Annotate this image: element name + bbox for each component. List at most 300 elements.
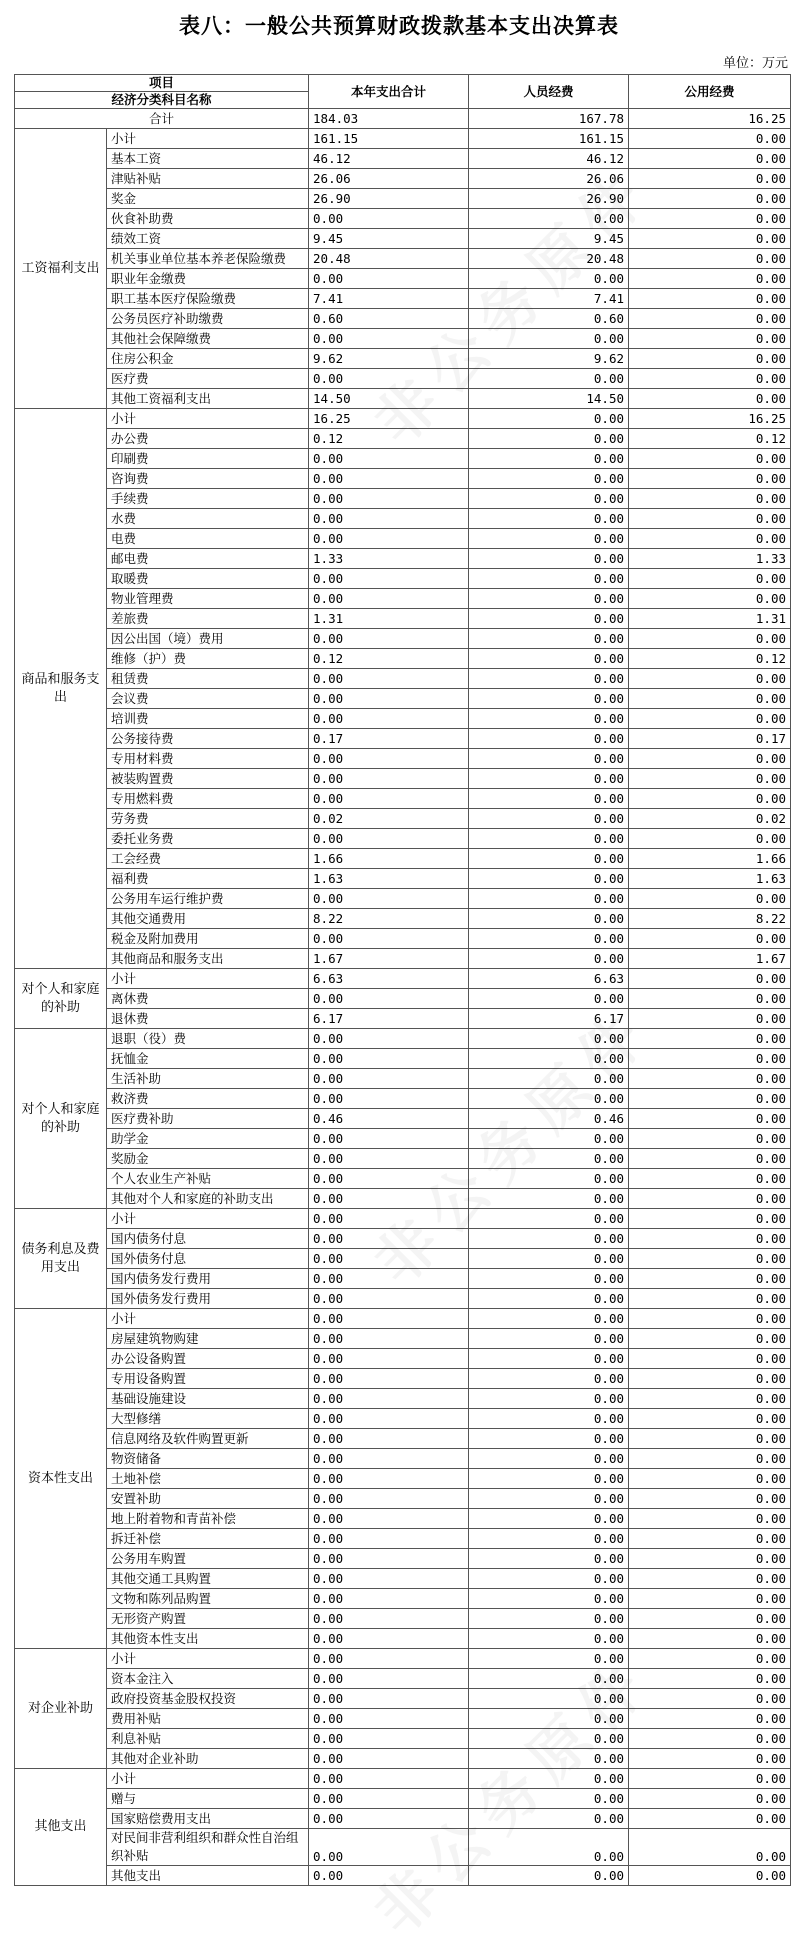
table-row — [15, 849, 791, 869]
subject-name: 助学金 — [107, 1129, 309, 1149]
subject-name: 政府投资基金股权投资 — [107, 1689, 309, 1709]
subject-name: 退休费 — [107, 1009, 309, 1029]
row-total: 0.00 — [309, 269, 469, 289]
subject-name: 小计 — [107, 969, 309, 989]
table-row — [15, 1449, 791, 1469]
row-personnel: 0.00 — [469, 1649, 629, 1669]
row-personnel: 0.00 — [469, 1129, 629, 1149]
row-total: 0.00 — [309, 1089, 469, 1109]
row-personnel: 0.00 — [469, 269, 629, 289]
row-public: 0.00 — [629, 1429, 791, 1449]
table-row — [15, 1709, 791, 1729]
subject-name: 对民间非营利组织和群众性自治组织补贴 — [107, 1829, 309, 1866]
table-row — [15, 1209, 791, 1229]
table-row — [15, 429, 791, 449]
table-row — [15, 669, 791, 689]
expenditure-table — [14, 74, 791, 1886]
row-total: 161.15 — [309, 129, 469, 149]
table-row — [15, 569, 791, 589]
row-personnel: 0.00 — [469, 209, 629, 229]
subject-name: 劳务费 — [107, 809, 309, 829]
row-public: 0.00 — [629, 1409, 791, 1429]
row-personnel: 0.00 — [469, 929, 629, 949]
row-total: 0.00 — [309, 1569, 469, 1589]
row-public: 0.00 — [629, 969, 791, 989]
subject-name: 国内债务发行费用 — [107, 1269, 309, 1289]
row-personnel: 0.00 — [469, 1689, 629, 1709]
subject-name: 资本金注入 — [107, 1669, 309, 1689]
row-personnel: 0.00 — [469, 609, 629, 629]
row-public: 1.33 — [629, 549, 791, 569]
subject-name: 专用燃料费 — [107, 789, 309, 809]
row-total: 0.00 — [309, 1229, 469, 1249]
subject-name: 其他工资福利支出 — [107, 389, 309, 409]
row-public: 1.66 — [629, 849, 791, 869]
row-total: 0.00 — [309, 1769, 469, 1789]
row-personnel: 0.00 — [469, 1189, 629, 1209]
subject-name: 办公费 — [107, 429, 309, 449]
table-row — [15, 349, 791, 369]
subject-name: 住房公积金 — [107, 349, 309, 369]
row-total: 0.00 — [309, 1789, 469, 1809]
row-total: 0.00 — [309, 1709, 469, 1729]
table-row — [15, 969, 791, 989]
row-total: 0.00 — [309, 1829, 469, 1866]
subject-name: 救济费 — [107, 1089, 309, 1109]
subject-name: 离休费 — [107, 989, 309, 1009]
row-public: 0.00 — [629, 1609, 791, 1629]
subject-name: 无形资产购置 — [107, 1609, 309, 1629]
table-row — [15, 789, 791, 809]
row-personnel: 0.00 — [469, 1866, 629, 1886]
row-public: 0.00 — [629, 1469, 791, 1489]
row-personnel: 0.00 — [469, 989, 629, 1009]
row-personnel: 0.00 — [469, 669, 629, 689]
category-cell: 工资福利支出 — [15, 129, 107, 409]
row-total: 0.12 — [309, 429, 469, 449]
row-public: 0.00 — [629, 229, 791, 249]
row-public: 0.02 — [629, 809, 791, 829]
row-total: 0.00 — [309, 209, 469, 229]
subject-name: 物资储备 — [107, 1449, 309, 1469]
row-public: 0.00 — [629, 1069, 791, 1089]
subject-name: 奖金 — [107, 189, 309, 209]
row-total: 0.00 — [309, 789, 469, 809]
row-total: 26.90 — [309, 189, 469, 209]
subject-name: 生活补助 — [107, 1069, 309, 1089]
row-total: 0.00 — [309, 1729, 469, 1749]
row-personnel: 0.00 — [469, 1089, 629, 1109]
subject-name: 其他交通工具购置 — [107, 1569, 309, 1589]
subject-name: 地上附着物和青苗补偿 — [107, 1509, 309, 1529]
row-total: 0.00 — [309, 1069, 469, 1089]
row-public: 0.00 — [629, 1349, 791, 1369]
row-total: 0.00 — [309, 1209, 469, 1229]
table-row — [15, 1729, 791, 1749]
row-personnel: 0.00 — [469, 1149, 629, 1169]
subject-name: 职工基本医疗保险缴费 — [107, 289, 309, 309]
subject-name: 电费 — [107, 529, 309, 549]
table-row — [15, 1069, 791, 1089]
table-row — [15, 489, 791, 509]
row-personnel: 0.00 — [469, 689, 629, 709]
subject-name: 租赁费 — [107, 669, 309, 689]
row-personnel: 20.48 — [469, 249, 629, 269]
row-personnel: 0.00 — [469, 889, 629, 909]
row-total: 0.00 — [309, 529, 469, 549]
row-total: 0.00 — [309, 1269, 469, 1289]
table-row — [15, 1529, 791, 1549]
subject-name: 安置补助 — [107, 1489, 309, 1509]
row-public: 0.00 — [629, 1229, 791, 1249]
subject-name: 委托业务费 — [107, 829, 309, 849]
table-row — [15, 729, 791, 749]
subject-name: 差旅费 — [107, 609, 309, 629]
row-total: 1.67 — [309, 949, 469, 969]
subject-name: 因公出国（境）费用 — [107, 629, 309, 649]
table-row — [15, 1829, 791, 1866]
row-total: 1.63 — [309, 869, 469, 889]
subject-name: 利息补贴 — [107, 1729, 309, 1749]
table-row — [15, 809, 791, 829]
row-public: 0.00 — [629, 1749, 791, 1769]
row-total: 0.00 — [309, 1169, 469, 1189]
row-total: 16.25 — [309, 409, 469, 429]
row-total: 0.00 — [309, 769, 469, 789]
row-personnel: 0.00 — [469, 549, 629, 569]
row-total: 0.00 — [309, 1749, 469, 1769]
row-total: 8.22 — [309, 909, 469, 929]
row-total: 0.00 — [309, 1389, 469, 1409]
row-total: 0.00 — [309, 369, 469, 389]
subject-name: 基础设施建设 — [107, 1389, 309, 1409]
row-total: 0.46 — [309, 1109, 469, 1129]
subject-name: 津贴补贴 — [107, 169, 309, 189]
row-total: 0.00 — [309, 329, 469, 349]
row-personnel: 0.00 — [469, 629, 629, 649]
row-personnel: 0.00 — [469, 1749, 629, 1769]
row-total: 46.12 — [309, 149, 469, 169]
row-total: 0.00 — [309, 889, 469, 909]
row-public: 0.00 — [629, 1809, 791, 1829]
row-public: 1.63 — [629, 869, 791, 889]
row-public: 0.00 — [629, 209, 791, 229]
row-personnel: 9.45 — [469, 229, 629, 249]
header-item: 项目 — [15, 75, 309, 92]
table-row — [15, 1609, 791, 1629]
row-personnel: 9.62 — [469, 349, 629, 369]
row-personnel: 161.15 — [469, 129, 629, 149]
row-public: 0.00 — [629, 749, 791, 769]
row-public: 0.00 — [629, 1769, 791, 1789]
row-public: 0.00 — [629, 1189, 791, 1209]
row-personnel: 0.00 — [469, 909, 629, 929]
total-public: 16.25 — [629, 109, 791, 129]
row-personnel: 0.00 — [469, 329, 629, 349]
table-row — [15, 149, 791, 169]
subject-name: 小计 — [107, 1209, 309, 1229]
row-personnel: 0.00 — [469, 1569, 629, 1589]
row-total: 0.00 — [309, 1449, 469, 1469]
row-total: 0.00 — [309, 469, 469, 489]
row-personnel: 0.00 — [469, 1309, 629, 1329]
row-personnel: 0.00 — [469, 1069, 629, 1089]
table-row — [15, 1769, 791, 1789]
subject-name: 公务用车购置 — [107, 1549, 309, 1569]
table-row — [15, 1029, 791, 1049]
row-total: 0.00 — [309, 629, 469, 649]
row-total: 9.62 — [309, 349, 469, 369]
row-personnel: 0.00 — [469, 1249, 629, 1269]
row-public: 0.12 — [629, 429, 791, 449]
category-cell: 对个人和家庭的补助 — [15, 969, 107, 1029]
row-public: 0.00 — [629, 509, 791, 529]
row-personnel: 0.00 — [469, 449, 629, 469]
table-row — [15, 629, 791, 649]
subject-name: 公务用车运行维护费 — [107, 889, 309, 909]
row-public: 0.00 — [629, 329, 791, 349]
row-public: 0.00 — [629, 449, 791, 469]
subject-name: 个人农业生产补贴 — [107, 1169, 309, 1189]
row-personnel: 0.00 — [469, 1549, 629, 1569]
table-row — [15, 369, 791, 389]
table-row — [15, 1429, 791, 1449]
row-public: 0.00 — [629, 1309, 791, 1329]
row-public: 0.00 — [629, 1389, 791, 1409]
row-public: 0.00 — [629, 569, 791, 589]
subject-name: 其他对企业补助 — [107, 1749, 309, 1769]
row-personnel: 0.00 — [469, 369, 629, 389]
subject-name: 其他对个人和家庭的补助支出 — [107, 1189, 309, 1209]
row-total: 0.00 — [309, 1309, 469, 1329]
row-public: 0.00 — [629, 1049, 791, 1069]
header-subject: 经济分类科目名称 — [15, 92, 309, 109]
subject-name: 费用补贴 — [107, 1709, 309, 1729]
row-public: 0.00 — [629, 389, 791, 409]
row-total: 0.00 — [309, 829, 469, 849]
table-row — [15, 529, 791, 549]
row-total: 7.41 — [309, 289, 469, 309]
subject-name: 印刷费 — [107, 449, 309, 469]
table-row — [15, 589, 791, 609]
table-row — [15, 1649, 791, 1669]
row-public: 0.00 — [629, 349, 791, 369]
table-row — [15, 1789, 791, 1809]
subject-name: 职业年金缴费 — [107, 269, 309, 289]
row-total: 0.00 — [309, 1409, 469, 1429]
row-personnel: 0.00 — [469, 1769, 629, 1789]
row-public: 0.00 — [629, 1289, 791, 1309]
table-row — [15, 889, 791, 909]
row-personnel: 0.46 — [469, 1109, 629, 1129]
row-total: 0.00 — [309, 1549, 469, 1569]
row-personnel: 0.00 — [469, 729, 629, 749]
row-public: 0.00 — [629, 1209, 791, 1229]
subject-name: 其他社会保障缴费 — [107, 329, 309, 349]
table-row — [15, 709, 791, 729]
table-row — [15, 1689, 791, 1709]
row-personnel: 0.00 — [469, 809, 629, 829]
subject-name: 房屋建筑物购建 — [107, 1329, 309, 1349]
subject-name: 其他交通费用 — [107, 909, 309, 929]
table-row — [15, 249, 791, 269]
row-public: 0.00 — [629, 1089, 791, 1109]
row-public: 0.00 — [629, 169, 791, 189]
row-total: 1.66 — [309, 849, 469, 869]
row-personnel: 0.00 — [469, 1389, 629, 1409]
row-personnel: 0.00 — [469, 1629, 629, 1649]
table-row — [15, 189, 791, 209]
row-public: 0.00 — [629, 1449, 791, 1469]
row-total: 0.00 — [309, 1589, 469, 1609]
subject-name: 小计 — [107, 1649, 309, 1669]
row-public: 0.00 — [629, 1509, 791, 1529]
row-personnel: 0.00 — [469, 1729, 629, 1749]
row-public: 0.00 — [629, 929, 791, 949]
row-personnel: 0.00 — [469, 1269, 629, 1289]
table-row — [15, 229, 791, 249]
table-row — [15, 1589, 791, 1609]
row-total: 0.00 — [309, 1349, 469, 1369]
table-row — [15, 949, 791, 969]
table-row — [15, 1129, 791, 1149]
table-row — [15, 389, 791, 409]
row-public: 0.00 — [629, 789, 791, 809]
table-row — [15, 509, 791, 529]
subject-name: 小计 — [107, 409, 309, 429]
row-personnel: 0.00 — [469, 1229, 629, 1249]
row-total: 0.00 — [309, 1429, 469, 1449]
subject-name: 培训费 — [107, 709, 309, 729]
table-title: 表八：一般公共预算财政拨款基本支出决算表 — [179, 14, 619, 38]
header-row — [15, 75, 791, 92]
row-public: 1.67 — [629, 949, 791, 969]
row-public: 0.00 — [629, 309, 791, 329]
row-public: 0.00 — [629, 149, 791, 169]
row-total: 1.31 — [309, 609, 469, 629]
row-total: 0.00 — [309, 1669, 469, 1689]
subject-name: 其他资本性支出 — [107, 1629, 309, 1649]
row-public: 0.00 — [629, 1169, 791, 1189]
subject-name: 物业管理费 — [107, 589, 309, 609]
row-public: 0.00 — [629, 1689, 791, 1709]
subject-name: 伙食补助费 — [107, 209, 309, 229]
row-personnel: 14.50 — [469, 389, 629, 409]
total-personnel: 167.78 — [469, 109, 629, 129]
row-personnel: 0.00 — [469, 1829, 629, 1866]
row-personnel: 0.00 — [469, 749, 629, 769]
row-personnel: 7.41 — [469, 289, 629, 309]
header-personnel: 人员经费 — [469, 75, 629, 109]
subject-name: 税金及附加费用 — [107, 929, 309, 949]
subject-name: 大型修缮 — [107, 1409, 309, 1429]
row-personnel: 0.00 — [469, 589, 629, 609]
category-cell: 商品和服务支出 — [15, 409, 107, 969]
row-public: 0.00 — [629, 1789, 791, 1809]
subject-name: 赠与 — [107, 1789, 309, 1809]
table-row — [15, 869, 791, 889]
row-personnel: 0.00 — [469, 1709, 629, 1729]
row-personnel: 0.00 — [469, 709, 629, 729]
row-personnel: 0.00 — [469, 1489, 629, 1509]
row-public: 0.00 — [629, 1149, 791, 1169]
row-personnel: 0.00 — [469, 1029, 629, 1049]
row-personnel: 26.90 — [469, 189, 629, 209]
row-public: 16.25 — [629, 409, 791, 429]
row-total: 0.00 — [309, 1809, 469, 1829]
row-total: 1.33 — [309, 549, 469, 569]
subject-name: 咨询费 — [107, 469, 309, 489]
subject-name: 医疗费 — [107, 369, 309, 389]
row-public: 0.00 — [629, 249, 791, 269]
row-personnel: 0.60 — [469, 309, 629, 329]
row-total: 0.12 — [309, 649, 469, 669]
row-public: 0.00 — [629, 769, 791, 789]
row-personnel: 46.12 — [469, 149, 629, 169]
row-personnel: 0.00 — [469, 869, 629, 889]
row-public: 0.00 — [629, 1866, 791, 1886]
subject-name: 小计 — [107, 1309, 309, 1329]
row-total: 0.00 — [309, 1189, 469, 1209]
table-row — [15, 549, 791, 569]
row-total: 0.00 — [309, 1609, 469, 1629]
row-total: 0.00 — [309, 709, 469, 729]
subject-name: 专用材料费 — [107, 749, 309, 769]
table-row — [15, 1749, 791, 1769]
row-total: 0.00 — [309, 1329, 469, 1349]
row-total: 6.63 — [309, 969, 469, 989]
total-label: 合计 — [15, 109, 309, 129]
subject-name: 取暖费 — [107, 569, 309, 589]
table-row — [15, 1269, 791, 1289]
row-total: 6.17 — [309, 1009, 469, 1029]
subject-name: 国外债务付息 — [107, 1249, 309, 1269]
row-personnel: 0.00 — [469, 1169, 629, 1189]
subject-name: 抚恤金 — [107, 1049, 309, 1069]
table-row — [15, 169, 791, 189]
table-row — [15, 129, 791, 149]
row-public: 0.00 — [629, 1249, 791, 1269]
row-public: 0.00 — [629, 989, 791, 1009]
subject-name: 国外债务发行费用 — [107, 1289, 309, 1309]
table-row — [15, 689, 791, 709]
table-row — [15, 1369, 791, 1389]
table-row — [15, 1669, 791, 1689]
row-personnel: 0.00 — [469, 949, 629, 969]
table-row — [15, 1169, 791, 1189]
row-personnel: 0.00 — [469, 1589, 629, 1609]
row-total: 0.02 — [309, 809, 469, 829]
category-cell: 对企业补助 — [15, 1649, 107, 1769]
subject-name: 基本工资 — [107, 149, 309, 169]
subject-name: 医疗费补助 — [107, 1109, 309, 1129]
table-row — [15, 209, 791, 229]
row-total: 0.00 — [309, 1149, 469, 1169]
table-row — [15, 769, 791, 789]
row-public: 0.00 — [629, 1549, 791, 1569]
table-row — [15, 1866, 791, 1886]
row-total: 0.17 — [309, 729, 469, 749]
table-row — [15, 929, 791, 949]
table-row — [15, 409, 791, 429]
row-total: 14.50 — [309, 389, 469, 409]
category-cell: 其他支出 — [15, 1769, 107, 1886]
row-personnel: 0.00 — [469, 469, 629, 489]
row-total: 0.00 — [309, 689, 469, 709]
row-personnel: 0.00 — [469, 849, 629, 869]
row-total: 0.00 — [309, 1629, 469, 1649]
row-public: 0.00 — [629, 529, 791, 549]
